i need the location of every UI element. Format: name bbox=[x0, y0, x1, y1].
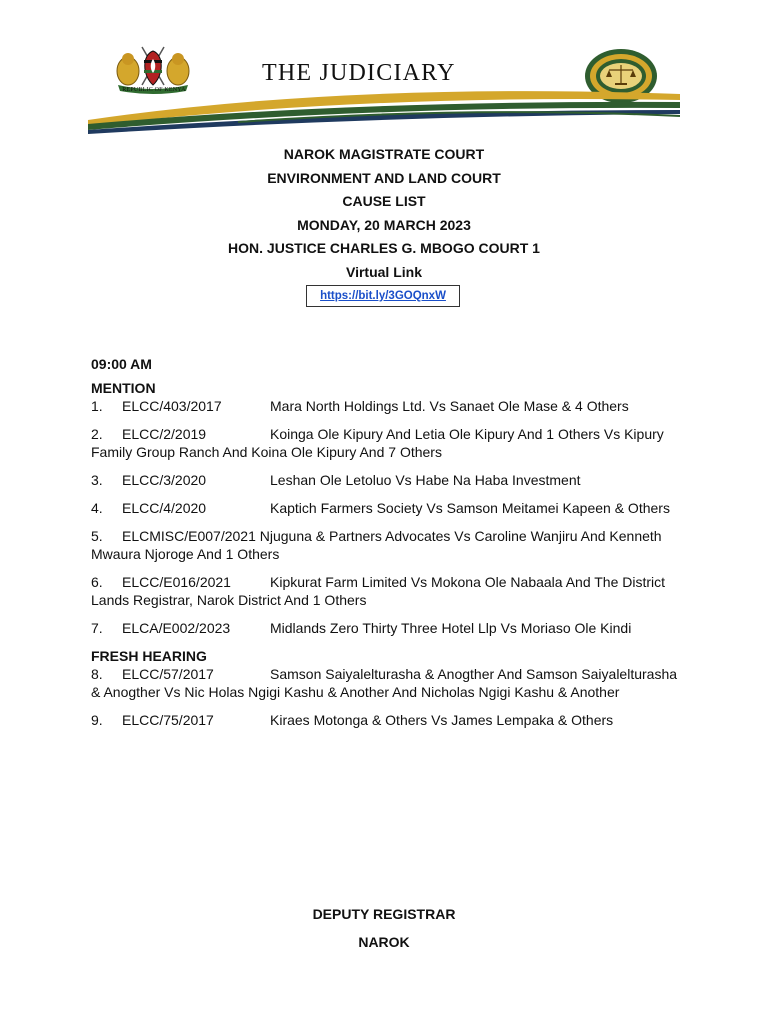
case-parties: Koinga Ole Kipury And Letia Ole Kipury And 1 Others Vs Kipury Family Group Ranch And Koina Ole Kipury And 7 Others bbox=[91, 426, 664, 460]
signatory-station: NAROK bbox=[358, 934, 410, 950]
case-item bbox=[91, 499, 681, 517]
section-title-mention: MENTION bbox=[91, 380, 156, 396]
case-parties: Kipkurat Farm Limited Vs Mokona Ole Nabaala And The District Lands Registrar, Narok District And 1 Others bbox=[91, 574, 666, 608]
letterhead-swoosh-decoration bbox=[88, 86, 680, 134]
case-reference: ELCA/E002/2023 bbox=[122, 620, 231, 636]
court-division: ENVIRONMENT AND LAND COURT bbox=[267, 169, 501, 186]
virtual-link-label: Virtual Link bbox=[346, 263, 422, 280]
letterhead bbox=[0, 0, 768, 140]
case-item bbox=[91, 665, 681, 701]
case-reference: ELCC/2/2019 bbox=[122, 426, 207, 442]
case-number: 8. bbox=[91, 666, 103, 682]
virtual-link-box bbox=[306, 285, 460, 307]
case-parties: Mara North Holdings Ltd. Vs Sanaet Ole Mase & 4 Others bbox=[270, 398, 629, 414]
presiding-judge: HON. JUSTICE CHARLES G. MBOGO COURT 1 bbox=[228, 240, 540, 256]
case-reference: ELCC/57/2017 bbox=[122, 666, 214, 682]
case-parties: Kiraes Motonga & Others Vs James Lempaka & Others bbox=[270, 712, 614, 728]
case-item bbox=[91, 573, 681, 609]
case-parties: Kaptich Farmers Society Vs Samson Meitamei Kapeen & Others bbox=[270, 500, 670, 516]
case-item bbox=[91, 619, 681, 637]
case-reference: ELCC/4/2020 bbox=[122, 500, 207, 516]
case-reference: ELCC/3/2020 bbox=[122, 472, 207, 488]
case-number: 2. bbox=[91, 426, 103, 442]
case-item bbox=[91, 397, 681, 415]
case-number: 7. bbox=[91, 620, 103, 636]
court-name: NAROK MAGISTRATE COURT bbox=[283, 146, 485, 162]
virtual-link[interactable]: https://bit.ly/3GOQnxW bbox=[320, 290, 446, 302]
case-number: 3. bbox=[91, 472, 103, 488]
case-reference: ELCC/403/2017 bbox=[122, 398, 222, 414]
case-parties: Midlands Zero Thirty Three Hotel Llp Vs Moriaso Ole Kindi bbox=[270, 620, 632, 636]
cause-list-header bbox=[0, 143, 768, 284]
document-type: CAUSE LIST bbox=[342, 193, 426, 209]
case-number: 9. bbox=[91, 712, 103, 728]
case-parties: Samson Saiyalelturasha & Anogther And Samson Saiyalelturasha & Anogther Vs Nic Holas Ngigi Kashu & Another And Nicholas Ngigi Kashu & Another bbox=[91, 666, 678, 700]
case-reference: ELCC/E016/2021 bbox=[122, 574, 231, 590]
case-number: 4. bbox=[91, 500, 103, 516]
case-parties: Njuguna & Partners Advocates Vs Caroline Wanjiru And Kenneth Mwaura Njoroge And 1 Others bbox=[91, 528, 662, 562]
cause-list-body bbox=[91, 355, 681, 739]
hearing-date: MONDAY, 20 MARCH 2023 bbox=[297, 216, 471, 233]
judiciary-brand-title: THE JUDICIARY bbox=[262, 60, 456, 86]
coat-caption: REPUBLIC OF KENYA bbox=[122, 87, 186, 93]
case-item bbox=[91, 425, 681, 461]
signatory-title: DEPUTY REGISTRAR bbox=[312, 906, 456, 922]
session-time: 09:00 AM bbox=[91, 356, 152, 372]
case-reference: ELCMISC/E007/2021 bbox=[122, 528, 256, 544]
case-parties: Leshan Ole Letoluo Vs Habe Na Haba Investment bbox=[270, 472, 581, 488]
case-reference: ELCC/75/2017 bbox=[122, 712, 214, 728]
case-item bbox=[91, 527, 681, 563]
case-number: 5. bbox=[91, 528, 103, 544]
case-number: 6. bbox=[91, 574, 103, 590]
section-title-fresh-hearing: FRESH HEARING bbox=[91, 648, 207, 664]
signature-block bbox=[0, 900, 768, 956]
case-number: 1. bbox=[91, 398, 103, 414]
case-item bbox=[91, 711, 681, 729]
case-item bbox=[91, 471, 681, 489]
